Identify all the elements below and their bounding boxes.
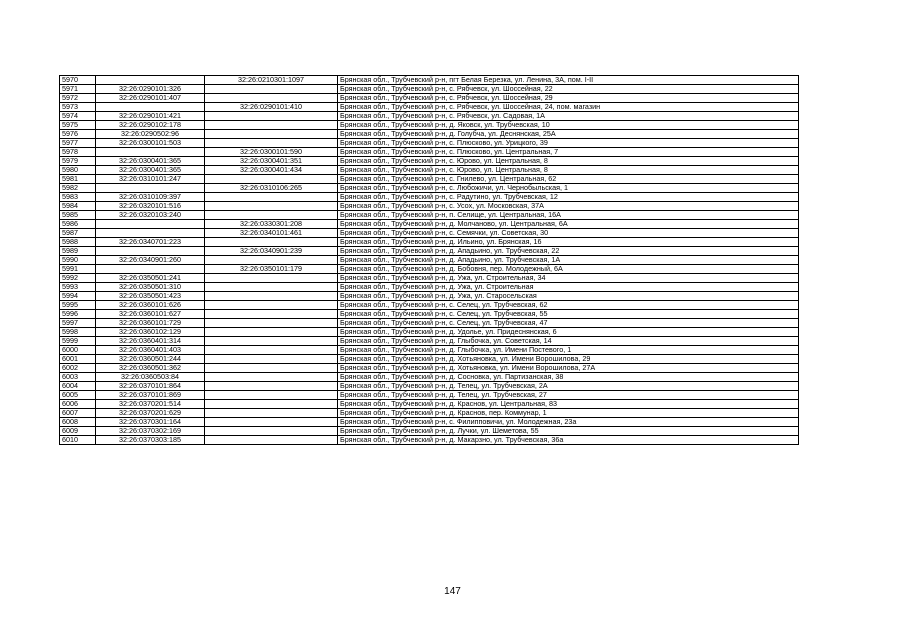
- cadastral-number-2-cell: [205, 283, 338, 292]
- row-number-cell: 5998: [60, 328, 96, 337]
- table-row: [60, 220, 799, 229]
- table-row: [60, 373, 799, 382]
- address-cell: Брянская обл., Трубчевский р-н, с. Юрово, ул. Центральная, 8: [338, 166, 799, 175]
- row-number-cell: 6001: [60, 355, 96, 364]
- address-cell: Брянская обл., Трубчевский р-н, п. Селище, ул. Центральная, 16А: [338, 211, 799, 220]
- cadastral-number-cell: 32:26:0360503:84: [96, 373, 205, 382]
- table-row: [60, 112, 799, 121]
- address-cell: Брянская обл., Трубчевский р-н, д. Телец, ул. Трубчевская, 27: [338, 391, 799, 400]
- table-row: [60, 382, 799, 391]
- cadastral-number-2-cell: [205, 256, 338, 265]
- cadastral-number-2-cell: 32:26:0330301:208: [205, 220, 338, 229]
- cadastral-number-2-cell: [205, 292, 338, 301]
- cadastral-number-cell: 32:26:0360101:626: [96, 301, 205, 310]
- cadastral-number-2-cell: [205, 202, 338, 211]
- address-cell: Брянская обл., Трубчевский р-н, с. Гнилево, ул. Центральная, 62: [338, 175, 799, 184]
- table-row: [60, 166, 799, 175]
- row-number-cell: 5976: [60, 130, 96, 139]
- row-number-cell: 5999: [60, 337, 96, 346]
- table-row: [60, 211, 799, 220]
- cadastral-number-cell: 32:26:0300401:365: [96, 166, 205, 175]
- address-cell: Брянская обл., Трубчевский р-н, д. Молчаново, ул. Центральная, 6А: [338, 220, 799, 229]
- cadastral-number-2-cell: [205, 418, 338, 427]
- address-cell: Брянская обл., Трубчевский р-н, д. Ападьино, ул. Трубчевская, 1А: [338, 256, 799, 265]
- row-number-cell: 5984: [60, 202, 96, 211]
- cadastral-number-cell: [96, 229, 205, 238]
- cadastral-number-cell: 32:26:0360401:314: [96, 337, 205, 346]
- row-number-cell: 5991: [60, 265, 96, 274]
- address-cell: Брянская обл., Трубчевский р-н, пгт Белая Березка, ул. Ленина, 3А, пом. I-II: [338, 76, 799, 85]
- cadastral-number-cell: 32:26:0320103:240: [96, 211, 205, 220]
- cadastral-number-2-cell: [205, 112, 338, 121]
- address-cell: Брянская обл., Трубчевский р-н, с. Радутино, ул. Трубчевская, 12: [338, 193, 799, 202]
- cadastral-number-2-cell: 32:26:0300401:351: [205, 157, 338, 166]
- row-number-cell: 5987: [60, 229, 96, 238]
- cadastral-number-cell: 32:26:0340901:260: [96, 256, 205, 265]
- address-cell: Брянская обл., Трубчевский р-н, д. Краснов, ул. Центральная, 83: [338, 400, 799, 409]
- cadastral-number-2-cell: [205, 175, 338, 184]
- address-cell: Брянская обл., Трубчевский р-н, с. Усох, ул. Московская, 37А: [338, 202, 799, 211]
- cadastral-number-2-cell: [205, 238, 338, 247]
- cadastral-number-2-cell: [205, 94, 338, 103]
- cadastral-number-2-cell: [205, 328, 338, 337]
- address-cell: Брянская обл., Трубчевский р-н, д. Бобовня, пер. Молодежный, 6А: [338, 265, 799, 274]
- cadastral-number-2-cell: [205, 319, 338, 328]
- address-cell: Брянская обл., Трубчевский р-н, д. Лучки, ул. Шеметова, 55: [338, 427, 799, 436]
- table-row: [60, 256, 799, 265]
- table-row: [60, 310, 799, 319]
- address-cell: Брянская обл., Трубчевский р-н, д. Хотьяновка, ул. Имени Ворошилова, 27А: [338, 364, 799, 373]
- cadastral-number-cell: 32:26:0370101:864: [96, 382, 205, 391]
- row-number-cell: 5996: [60, 310, 96, 319]
- table-row: [60, 364, 799, 373]
- cadastral-number-2-cell: [205, 337, 338, 346]
- table-row: [60, 139, 799, 148]
- cadastral-number-2-cell: [205, 382, 338, 391]
- cadastral-number-cell: 32:26:0350501:310: [96, 283, 205, 292]
- row-number-cell: 5975: [60, 121, 96, 130]
- table-row: [60, 319, 799, 328]
- cadastral-number-cell: 32:26:0370303:185: [96, 436, 205, 445]
- table-row: [60, 301, 799, 310]
- row-number-cell: 6009: [60, 427, 96, 436]
- row-number-cell: 5989: [60, 247, 96, 256]
- row-number-cell: 5973: [60, 103, 96, 112]
- table-row: [60, 346, 799, 355]
- cadastral-number-2-cell: 32:26:0340901:239: [205, 247, 338, 256]
- address-cell: Брянская обл., Трубчевский р-н, д. Макарзно, ул. Трубчевская, 36а: [338, 436, 799, 445]
- row-number-cell: 5972: [60, 94, 96, 103]
- table-row: [60, 157, 799, 166]
- row-number-cell: 5981: [60, 175, 96, 184]
- table-row: [60, 184, 799, 193]
- row-number-cell: 5990: [60, 256, 96, 265]
- cadastral-number-cell: 32:26:0370201:629: [96, 409, 205, 418]
- table-row: [60, 85, 799, 94]
- page-number: 147: [444, 586, 461, 597]
- row-number-cell: 6004: [60, 382, 96, 391]
- table-row: [60, 229, 799, 238]
- table-row: [60, 436, 799, 445]
- row-number-cell: 6008: [60, 418, 96, 427]
- table-row: [60, 202, 799, 211]
- registry-table: [59, 75, 799, 445]
- table-row: [60, 337, 799, 346]
- table-row: [60, 391, 799, 400]
- address-cell: Брянская обл., Трубчевский р-н, с. Филипповичи, ул. Молодежная, 23а: [338, 418, 799, 427]
- address-cell: Брянская обл., Трубчевский р-н, д. Сосновка, ул. Партизанская, 38: [338, 373, 799, 382]
- cadastral-number-2-cell: [205, 274, 338, 283]
- row-number-cell: 5980: [60, 166, 96, 175]
- table-row: [60, 400, 799, 409]
- table-row: [60, 355, 799, 364]
- cadastral-number-2-cell: 32:26:0350101:179: [205, 265, 338, 274]
- cadastral-number-cell: [96, 247, 205, 256]
- cadastral-number-cell: 32:26:0360401:403: [96, 346, 205, 355]
- address-cell: Брянская обл., Трубчевский р-н, д. Голубча, ул. Деснянская, 25А: [338, 130, 799, 139]
- address-cell: Брянская обл., Трубчевский р-н, д. Хотьяновка, ул. Имени Ворошилова, 29: [338, 355, 799, 364]
- address-cell: Брянская обл., Трубчевский р-н, с. Рябчевск, ул. Шоссейная, 22: [338, 85, 799, 94]
- address-cell: Брянская обл., Трубчевский р-н, д. Краснов, пер. Коммунар, 1: [338, 409, 799, 418]
- row-number-cell: 5971: [60, 85, 96, 94]
- cadastral-number-cell: 32:26:0290101:407: [96, 94, 205, 103]
- address-cell: Брянская обл., Трубчевский р-н, д. Ападьино, ул. Трубчевская, 22: [338, 247, 799, 256]
- cadastral-number-cell: [96, 148, 205, 157]
- table-row: [60, 409, 799, 418]
- cadastral-number-2-cell: [205, 130, 338, 139]
- cadastral-number-cell: 32:26:0350501:241: [96, 274, 205, 283]
- row-number-cell: 5970: [60, 76, 96, 85]
- address-cell: Брянская обл., Трубчевский р-н, д. Яковск, ул. Трубчевская, 10: [338, 121, 799, 130]
- cadastral-number-cell: 32:26:0290102:178: [96, 121, 205, 130]
- row-number-cell: 5977: [60, 139, 96, 148]
- table-row: [60, 94, 799, 103]
- cadastral-number-2-cell: [205, 211, 338, 220]
- cadastral-number-cell: 32:26:0290101:421: [96, 112, 205, 121]
- address-cell: Брянская обл., Трубчевский р-н, с. Любожичи, ул. Чернобыльская, 1: [338, 184, 799, 193]
- address-cell: Брянская обл., Трубчевский р-н, с. Плюсково, ул. Урицкого, 39: [338, 139, 799, 148]
- row-number-cell: 6010: [60, 436, 96, 445]
- cadastral-number-cell: [96, 184, 205, 193]
- address-cell: Брянская обл., Трубчевский р-н, д. Ужа, ул. Строительная: [338, 283, 799, 292]
- row-number-cell: 5995: [60, 301, 96, 310]
- table-row: [60, 238, 799, 247]
- row-number-cell: 6003: [60, 373, 96, 382]
- row-number-cell: 5997: [60, 319, 96, 328]
- address-cell: Брянская обл., Трубчевский р-н, с. Юрово, ул. Центральная, 8: [338, 157, 799, 166]
- cadastral-number-cell: 32:26:0310109:397: [96, 193, 205, 202]
- address-cell: Брянская обл., Трубчевский р-н, с. Плюсково, ул. Центральная, 7: [338, 148, 799, 157]
- row-number-cell: 6007: [60, 409, 96, 418]
- cadastral-number-cell: [96, 103, 205, 112]
- address-cell: Брянская обл., Трубчевский р-н, с. Рябчевск, ул. Шоссейная, 24, пом. магазин: [338, 103, 799, 112]
- table-row: [60, 175, 799, 184]
- table-row: [60, 292, 799, 301]
- registry-table-body: [60, 76, 799, 445]
- table-row: [60, 265, 799, 274]
- cadastral-number-2-cell: 32:26:0290101:410: [205, 103, 338, 112]
- cadastral-number-2-cell: [205, 346, 338, 355]
- row-number-cell: 5985: [60, 211, 96, 220]
- cadastral-number-cell: 32:26:0320101:516: [96, 202, 205, 211]
- cadastral-number-2-cell: [205, 193, 338, 202]
- cadastral-number-cell: 32:26:0360101:627: [96, 310, 205, 319]
- row-number-cell: 6006: [60, 400, 96, 409]
- table-row: [60, 274, 799, 283]
- cadastral-number-cell: 32:26:0340701:223: [96, 238, 205, 247]
- address-cell: Брянская обл., Трубчевский р-н, с. Семячки, ул. Советская, 30: [338, 229, 799, 238]
- cadastral-number-cell: [96, 76, 205, 85]
- cadastral-number-cell: 32:26:0360102:129: [96, 328, 205, 337]
- table-row: [60, 130, 799, 139]
- address-cell: Брянская обл., Трубчевский р-н, д. Телец, ул. Трубчевская, 2А: [338, 382, 799, 391]
- table-row: [60, 283, 799, 292]
- table-row: [60, 121, 799, 130]
- cadastral-number-2-cell: [205, 427, 338, 436]
- cadastral-number-2-cell: [205, 139, 338, 148]
- row-number-cell: 6005: [60, 391, 96, 400]
- row-number-cell: 5986: [60, 220, 96, 229]
- cadastral-number-cell: 32:26:0370301:164: [96, 418, 205, 427]
- address-cell: Брянская обл., Трубчевский р-н, с. Селец, ул. Трубчевская, 55: [338, 310, 799, 319]
- address-cell: Брянская обл., Трубчевский р-н, д. Глыбочка, ул. Советская, 14: [338, 337, 799, 346]
- cadastral-number-2-cell: [205, 400, 338, 409]
- cadastral-number-2-cell: [205, 436, 338, 445]
- cadastral-number-cell: 32:26:0360101:729: [96, 319, 205, 328]
- cadastral-number-cell: 32:26:0370201:514: [96, 400, 205, 409]
- row-number-cell: 6000: [60, 346, 96, 355]
- cadastral-number-2-cell: [205, 355, 338, 364]
- cadastral-number-cell: 32:26:0300101:503: [96, 139, 205, 148]
- address-cell: Брянская обл., Трубчевский р-н, с. Селец, ул. Трубчевская, 62: [338, 301, 799, 310]
- address-cell: Брянская обл., Трубчевский р-н, с. Рябчевск, ул. Шоссейная, 29: [338, 94, 799, 103]
- address-cell: Брянская обл., Трубчевский р-н, с. Рябчевск, ул. Садовая, 1А: [338, 112, 799, 121]
- cadastral-number-2-cell: 32:26:0300101:590: [205, 148, 338, 157]
- table-row: [60, 328, 799, 337]
- cadastral-number-cell: 32:26:0360501:244: [96, 355, 205, 364]
- cadastral-number-2-cell: [205, 409, 338, 418]
- cadastral-number-cell: 32:26:0300401:365: [96, 157, 205, 166]
- address-cell: Брянская обл., Трубчевский р-н, д. Глыбочка, ул. Имени Постевого, 1: [338, 346, 799, 355]
- cadastral-number-2-cell: 32:26:0340101:461: [205, 229, 338, 238]
- address-cell: Брянская обл., Трубчевский р-н, д. Ильино, ул. Брянская, 16: [338, 238, 799, 247]
- cadastral-number-2-cell: [205, 121, 338, 130]
- row-number-cell: 5993: [60, 283, 96, 292]
- row-number-cell: 5974: [60, 112, 96, 121]
- cadastral-number-2-cell: [205, 85, 338, 94]
- cadastral-number-2-cell: [205, 391, 338, 400]
- table-row: [60, 76, 799, 85]
- cadastral-number-cell: 32:26:0370302:169: [96, 427, 205, 436]
- address-cell: Брянская обл., Трубчевский р-н, д. Удолье, ул. Придеснянская, 6: [338, 328, 799, 337]
- cadastral-number-cell: [96, 220, 205, 229]
- row-number-cell: 5992: [60, 274, 96, 283]
- cadastral-number-2-cell: 32:26:0310106:265: [205, 184, 338, 193]
- cadastral-number-2-cell: [205, 310, 338, 319]
- address-cell: Брянская обл., Трубчевский р-н, д. Ужа, ул. Строительная, 34: [338, 274, 799, 283]
- table-row: [60, 427, 799, 436]
- address-cell: Брянская обл., Трубчевский р-н, д. Ужа, ул. Старосельская: [338, 292, 799, 301]
- cadastral-number-cell: 32:26:0290502:96: [96, 130, 205, 139]
- table-row: [60, 247, 799, 256]
- row-number-cell: 5983: [60, 193, 96, 202]
- address-cell: Брянская обл., Трубчевский р-н, с. Селец, ул. Трубчевская, 47: [338, 319, 799, 328]
- row-number-cell: 6002: [60, 364, 96, 373]
- table-row: [60, 193, 799, 202]
- cadastral-number-cell: 32:26:0350501:423: [96, 292, 205, 301]
- row-number-cell: 5982: [60, 184, 96, 193]
- table-row: [60, 418, 799, 427]
- row-number-cell: 5978: [60, 148, 96, 157]
- row-number-cell: 5979: [60, 157, 96, 166]
- row-number-cell: 5988: [60, 238, 96, 247]
- cadastral-number-2-cell: 32:26:0210301:1097: [205, 76, 338, 85]
- cadastral-number-cell: 32:26:0370101:869: [96, 391, 205, 400]
- table-row: [60, 148, 799, 157]
- cadastral-number-2-cell: [205, 301, 338, 310]
- cadastral-number-cell: 32:26:0290101:326: [96, 85, 205, 94]
- cadastral-number-2-cell: [205, 373, 338, 382]
- cadastral-number-cell: 32:26:0310101:247: [96, 175, 205, 184]
- cadastral-number-2-cell: 32:26:0300401:434: [205, 166, 338, 175]
- cadastral-number-2-cell: [205, 364, 338, 373]
- cadastral-number-cell: [96, 265, 205, 274]
- row-number-cell: 5994: [60, 292, 96, 301]
- table-row: [60, 103, 799, 112]
- cadastral-number-cell: 32:26:0360501:362: [96, 364, 205, 373]
